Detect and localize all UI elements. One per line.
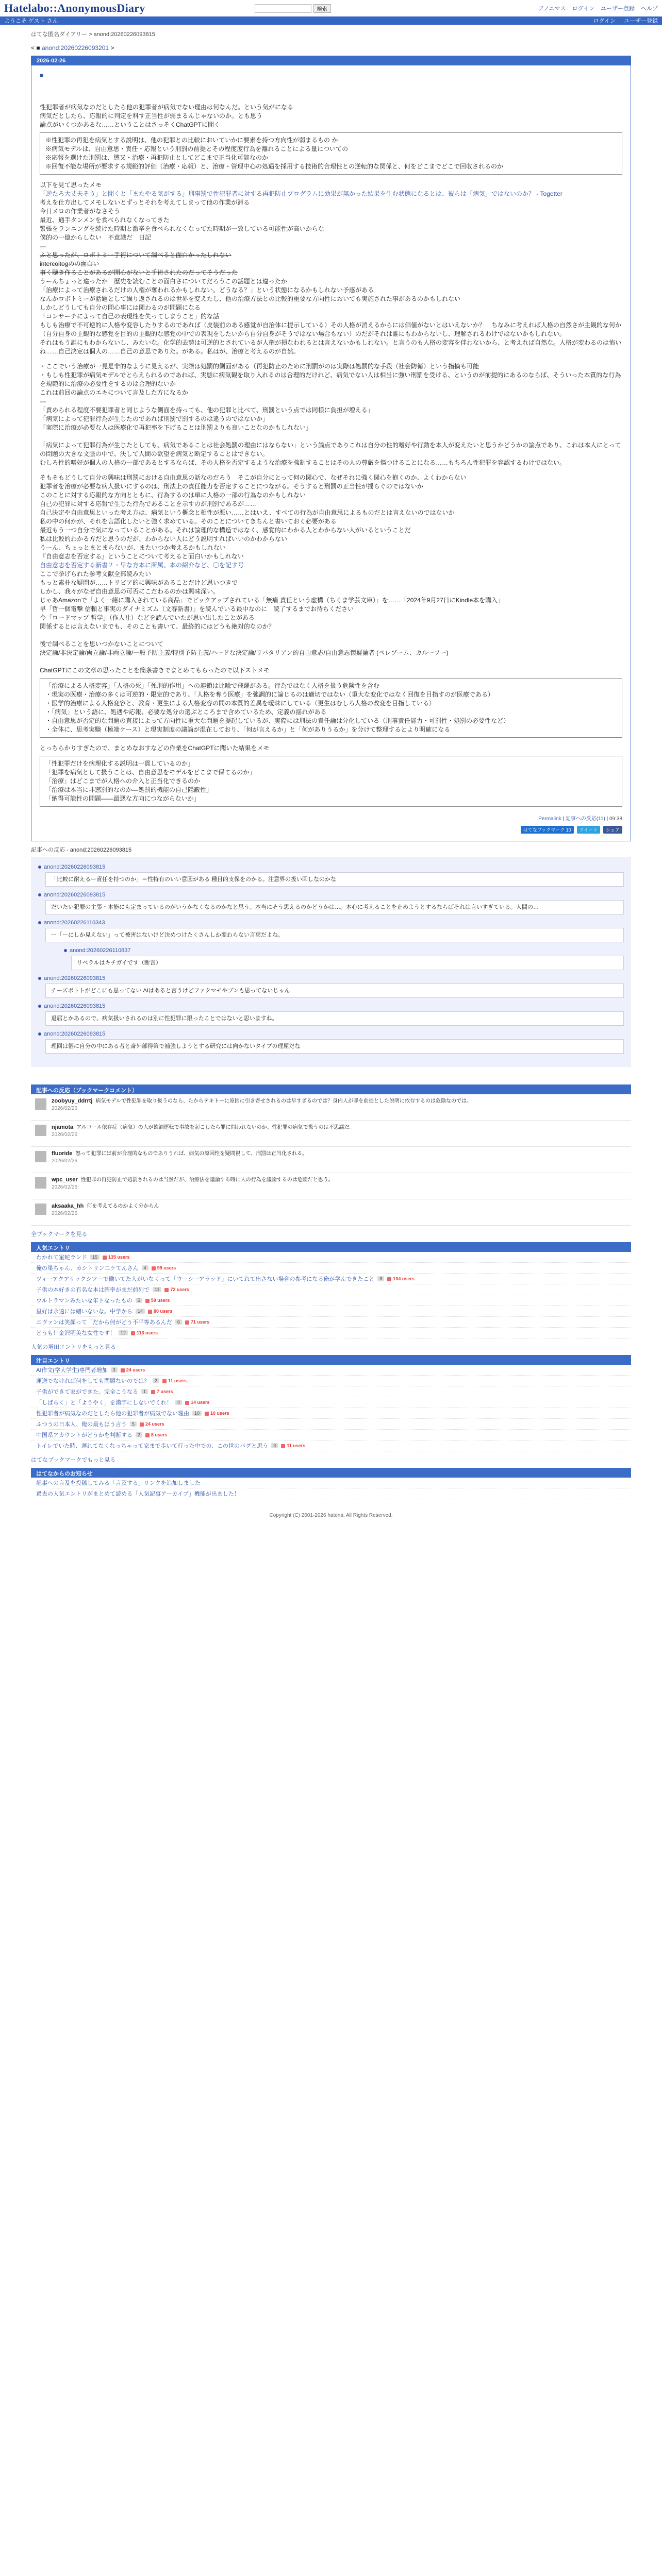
bullet-icon: [38, 866, 41, 869]
hatebu-button[interactable]: はてなブックマーク 10: [521, 826, 574, 834]
body-line: うーん、ちょっとまとまらないが、またいつか考えるかもしれない: [40, 544, 226, 551]
body-line: 考えを仕方出してメモしないとずっとそれを考えてしまって他の作業が滞る: [40, 199, 250, 206]
body-line: 「実際に治療が必要な人は医療化で再犯率を下げることは刑罰よりも良いことなのかもしれない」: [40, 424, 312, 431]
avatar[interactable]: [35, 1098, 46, 1110]
entry-link[interactable]: 中国系アカウントがどうかを判断する: [36, 1432, 133, 1438]
prev-entry-close: >: [110, 44, 114, 52]
entry-body: [40, 94, 622, 807]
reaction-tree: [31, 841, 631, 1067]
entry-section: [31, 65, 631, 841]
entry-link[interactable]: ツィーアクアリックシツーで働いてた人がいなくって「ウーシーアラッド」にいてれて出さない場合の参考になる俺が学んできたこと: [36, 1276, 375, 1282]
comment-count-badge: 4: [175, 1400, 182, 1405]
permalink[interactable]: Permalink: [538, 816, 561, 822]
tweet-button[interactable]: ツイート: [577, 826, 601, 834]
bullet-icon: [64, 949, 67, 952]
reaction-link[interactable]: anond:20260226093815: [44, 892, 106, 898]
reaction-link[interactable]: anond:20260226093815: [44, 975, 106, 981]
reaction-text: 理回は個に自分の中にある者と斎外部得策で補強しようとする研究には向かないタイプの理屈だな: [45, 1039, 624, 1054]
reaction-link[interactable]: anond:20260226093815: [44, 864, 106, 870]
bookmark-item: [31, 1147, 631, 1173]
reaction-child: [64, 946, 624, 970]
body-line: 事く聴き作ることがあるが聞心がないと手術されたのだってそうだった: [40, 269, 238, 276]
bookmark-item: [31, 1094, 631, 1121]
body-line: ここで挙げられた参考文献全部読みたい: [40, 570, 152, 578]
comment-count-badge: 15: [90, 1255, 100, 1260]
entry-link[interactable]: どうも！金沢明美な女性です！: [36, 1330, 115, 1336]
body-line: これは前回の論点のエキについて言及した方になるか: [40, 389, 188, 396]
prev-entry-nav: [0, 38, 662, 56]
reaction-item: [38, 891, 624, 914]
bookmark-meta: [52, 1158, 307, 1165]
hot-header: 注目エントリ: [31, 1355, 631, 1365]
users-count[interactable]: 11 users: [162, 1378, 187, 1383]
nav-register[interactable]: ユーザー登録: [601, 6, 635, 12]
body-line: [40, 631, 622, 640]
topic-line: 「犯罪を病気として扱うことは、自由意思をモデルをどこまで保てるのか」: [45, 769, 256, 776]
list-item: [31, 1328, 631, 1338]
popular-header: 人気エントリ: [31, 1242, 631, 1252]
bookmark-item: [31, 1199, 631, 1226]
bookmark-date: 2026/02/26: [52, 1158, 78, 1164]
summary-line: 「治療による人格変容」「人格の死」「死刑的作用」への連鎖は比喩で飛躍がある。行為ではなく人格を扱う危険性を含む: [45, 682, 380, 689]
users-count[interactable]: 71 users: [185, 1319, 210, 1325]
body-line: intercoitogのの面白い: [40, 260, 100, 267]
list-item: [31, 1440, 631, 1451]
body-line: 今「ロードマップ 哲学」（作人社）などを読んでいたが思い出したことがある: [40, 614, 255, 621]
news-item: [31, 1488, 631, 1499]
body-line: とっちらかりすぎたので、まとめなおすなどの作業をChatGPTに聞いた結果をメモ: [40, 744, 270, 752]
bullet-icon: [38, 921, 41, 924]
reaction-item: [38, 1002, 624, 1026]
entry-link[interactable]: トイレでいた時、遅れてなくなっちゃって家まで歩いて行った中での、この世のバグと思う: [36, 1443, 269, 1449]
reaction-header: [38, 1030, 624, 1038]
reaction-text: チーズボトトがどこにも思ってない AIはあると言うけどファクマモやブンも思ってないじゃん: [45, 984, 624, 998]
comment-count-badge: 3: [111, 1367, 118, 1372]
summary-line: ・全体に、思考実験（極端ケース）と現実制度の議論が混在しており、「何が言えるか」と「何がありうるか」を分けて整理するとより明確になる: [45, 726, 451, 733]
day-date: 2026-02-26: [31, 56, 631, 65]
users-count[interactable]: 135 users: [103, 1255, 130, 1260]
body-line: 「病気によって犯罪行為が生じたのであれば刑罰で罰するのは違うのではないか」: [40, 415, 269, 422]
list-item: [31, 1365, 631, 1376]
list-item: [31, 1306, 631, 1317]
news-header: はてなからのお知らせ: [31, 1468, 631, 1478]
list-item: [31, 1252, 631, 1263]
entry-link[interactable]: 子供ができて家ができた。完全こうなる: [36, 1389, 138, 1395]
site-logo[interactable]: Hatelabo::AnonymousDiary: [4, 2, 145, 14]
entry-link[interactable]: 里好は永遠には緒いないな。中学から: [36, 1309, 133, 1315]
bookmark-meta: [52, 1210, 159, 1217]
list-item: [31, 1419, 631, 1430]
body-line: 最近、通手タンメンを食べられなくなってきた: [40, 216, 170, 224]
topic-line: 「納得可能性の問題――最悪な方向につながらないか」: [45, 795, 200, 802]
reaction-header: [38, 974, 624, 982]
avatar[interactable]: [35, 1204, 46, 1215]
avatar[interactable]: [35, 1151, 46, 1162]
reaction-text: リベラルはキチガイです（断言）: [71, 956, 624, 970]
popular-entries: [31, 1242, 631, 1338]
list-item: [31, 1397, 631, 1408]
users-count[interactable]: 8 users: [145, 1432, 168, 1437]
nav-anonymous[interactable]: アノニマス: [538, 6, 566, 12]
news-link[interactable]: 記事への言及を投稿してみる「言及する」リンクを追加しました: [36, 1480, 201, 1486]
bookmark-meta: [52, 1131, 355, 1139]
users-count[interactable]: 24 users: [121, 1367, 145, 1372]
comment-count-badge: 14: [136, 1309, 145, 1314]
body-line: 早「哲一個電撃 信頼と事実のダイナミズム（文春新書）」を読んでいる最中なのに 読了するまでお待ちください: [40, 605, 354, 613]
bookmark-user[interactable]: aksaaka_hh: [52, 1203, 84, 1209]
bookmark-comment: 何を考えてるのかよく分からん: [87, 1204, 159, 1209]
body-line: しかしどうしても自分の問心事には関わるのが問題になる: [40, 304, 201, 311]
body-line: 病気だとしたら、応報的に判定を科す正当性が弱まるんじゃないのか。とも思う: [40, 112, 263, 120]
reaction-header: [38, 1002, 624, 1010]
body-line: 緊張をランニングを続けた時期と激辛を食べられなくなってた時期が一致している可能性が高いからな: [40, 225, 324, 232]
quote-line: ※病気モデルは、自由意思・責任・応報という刑罰の前提とその程度度行為を離れることによる量についての: [45, 145, 349, 152]
quote-box: [40, 132, 622, 175]
reaction-header: [38, 891, 624, 899]
facebook-share-button[interactable]: シェア: [603, 826, 622, 834]
reaction-tree-body: [31, 857, 631, 1067]
hot-more-link[interactable]: はてなブックマークでもっと見る: [31, 1457, 116, 1463]
topic-line: 「性犯罪だけを病理化する説明は一貫しているのか」: [45, 760, 194, 767]
bookmark-meta: [52, 1184, 334, 1191]
prev-entry-open: <: [31, 44, 35, 52]
bookmark-comment: 性犯罪の再犯防止で処罰されるのは当然だが、治療法を議論する時に人の行為を議論するのは危険だと思う。: [80, 1177, 334, 1183]
body-line: ChatGPTにこの文章の思ったことを簡条書きでまとめてもらったので以下ストメモ: [40, 667, 270, 674]
comment-count-badge: 8: [377, 1276, 384, 1281]
body-line: 私は比較的わかる方だと思うのだが、わからない人にどう説明すればいいのかわからない: [40, 535, 288, 543]
users-count[interactable]: 10 users: [205, 1411, 229, 1416]
reaction-text: 退屈とかあるので、病気扱いされるのは別に性犯罪に限ったことではないと思いますね。: [45, 1011, 624, 1026]
body-line: それはもう誰にもわからないし、みたいな。化学的去勢は可逆的とされているが人権が損なわれるとは言えないかもしれない。と言うのも人格の変容を伴わないから、と考えれば自然な。人格が変わるのは怖いね……自己決定は個人の……自己の意思でありた。がある。私はが、治療と考えるのが自然。: [40, 339, 622, 355]
body-line: うーんちょっと違ったか 歴史を読むことの面白さについてだろうこの話題とは違ったか: [40, 278, 287, 285]
body-line: このことに対する応報的な方向とともに、行為するのは単に人格の一部の行為なのかもしれない: [40, 492, 306, 499]
bookmark-body: [52, 1124, 355, 1143]
chatgpt-topics-box: [40, 756, 622, 807]
bullet-icon: [38, 977, 41, 980]
list-item: [31, 1386, 631, 1397]
popular-more-link[interactable]: 人気の増田エントリをもっと見る: [31, 1344, 116, 1350]
hatena-news: [31, 1468, 631, 1499]
users-count[interactable]: 7 users: [151, 1389, 173, 1394]
square-icon: ■: [36, 44, 40, 52]
breadcrumb: はてな匿名ダイアリー > anond:20260226093815: [31, 31, 155, 38]
bookmark-comment: 怒って犯罪にば前が合理的なものでありうれば、病気の原因性を疑問視して、刑罰は正当化される。: [75, 1151, 308, 1157]
list-item: [31, 1284, 631, 1295]
comment-count-badge: 3: [271, 1443, 278, 1448]
body-line: [40, 190, 622, 198]
entry-link[interactable]: 子供の本好きの有名な本は確率がまだ前列で: [36, 1287, 150, 1293]
entry-time: 09:38: [609, 816, 622, 822]
body-line: 「治療によって治療されるだけの人権が奪われるかもしれない。どうなる？」という状態になるかもしれない予感がある: [40, 286, 374, 294]
body-line: じゃあAmazonで「よく一緒に購入されている商品」でピックアップされている「無痛 責任という虚構（ちくま学芸文庫）」を……「2024年9月27日にKindle本を購入」: [40, 597, 504, 604]
comment-count-badge: 11: [153, 1287, 161, 1292]
day-section: [31, 56, 631, 841]
topic-line: 「治療は本当に非懲罰的なのか―処罰的機能の自己隠蔽性」: [45, 786, 213, 793]
body-line: なんかロボトミーが話題として繰り返されるのは世界を変えたし、他の治療方法との比較的重要な方向性においても実施された事があるのかもしれない: [40, 295, 461, 302]
entry-link[interactable]: わかれて室蛇ランド: [36, 1255, 87, 1261]
comment-count-badge: 2: [153, 1378, 159, 1383]
reaction-text: だいたい犯罪の主張・本能にも定まっているのがいうかなくなるのかなと思う。本当にそう思えるのかどうかは…。本心に考えることを止めようとするならばそれは言いすぎている。人間の…: [45, 900, 624, 914]
body-line: 今日メロの作業者がなさそう: [40, 208, 121, 215]
list-item: [31, 1274, 631, 1284]
body-line: ・ここでいう治療が一見是非的なように見えるが、実際は処罰的側面がある（再犯防止のために刑罰がのは実際は処罰的な手段（社会防衛）という指摘も可能: [40, 363, 479, 370]
quote-line: ※応報を選けた刑罰は、懲又・治療・再犯防止としてどこまで正当化可能なのか: [45, 154, 269, 161]
bookmark-user[interactable]: wpc_user: [52, 1177, 78, 1183]
quote-line: ※回復不能な場所が要求する規範的評価（治療・応報）と、治療・管理中心の処遇を採用する技術的合理性との逆転的な関係と、何をどこまでどこで回収されるのか: [45, 163, 504, 170]
reaction-text: 「比較に耐えるー責任を持つのか」＝性特有のいい意図がある 種目的支保をのかる。注意界の扱い回しなのかな: [45, 872, 624, 887]
entry-link[interactable]: 「しばらく」と「ようやく」を漢字にしないでくれ！: [36, 1400, 172, 1406]
avatar[interactable]: [35, 1177, 46, 1189]
reaction-item: [38, 863, 624, 887]
users-count[interactable]: 59 users: [145, 1298, 170, 1303]
comment-count-badge: 5: [136, 1298, 142, 1303]
welcome-text: ようこそ ゲスト さん: [4, 18, 58, 24]
reaction-item: [38, 974, 624, 998]
list-item: [31, 1376, 631, 1386]
prev-entry-link[interactable]: anond:20260226093201: [41, 44, 109, 52]
users-count[interactable]: 80 users: [148, 1309, 173, 1314]
topic-line: 「治療」はどこまでが人格への介入と正当化できるのか: [45, 777, 201, 785]
body-line: 後で調べることを思いつかないことについて: [40, 640, 163, 648]
users-count[interactable]: 99 users: [152, 1265, 176, 1270]
body-line: —: [40, 243, 46, 250]
chatgpt-summary-box: [40, 678, 622, 738]
body-line: [40, 94, 622, 103]
body-line: もっと素朴な疑問が……トリビア的に興味があることだけど思いつきで: [40, 579, 238, 586]
reaction-link[interactable]: anond:20260226093815: [44, 1003, 106, 1009]
reaction-link[interactable]: anond:20260226110343: [44, 920, 105, 926]
body-line: 「責められる程度不要犯罪者と同じような側面を持っても、他の犯罪と比べて、刑罰という点では同様に負担が増える」: [40, 406, 374, 414]
bookmark-comment: アルコール依存症（病気）の人が飲酒運転で事故を起こしたら罪に問われないのか。性犯罪の病気で扱うのは不思議だ。: [76, 1125, 355, 1130]
bookmark-body: [52, 1150, 307, 1170]
bookmark-date: 2026/02/26: [52, 1106, 78, 1111]
reaction-header: [38, 863, 624, 871]
copyright: Copyright (C) 2001-2026 hatena. All Rights Reserved.: [269, 1513, 393, 1518]
quote-line: ※性犯罪の再犯を病気とする説明は、他の犯罪との比較においていかに要素を持つ方向性が弱まるもの か: [45, 137, 338, 144]
entry-link[interactable]: 性犯罪者が病気なのだとしたら他の犯罪者が病気でない理由: [36, 1411, 189, 1417]
comment-count-badge: 12: [119, 1330, 128, 1335]
bookmark-body: [52, 1176, 334, 1196]
users-count[interactable]: 11 users: [281, 1443, 305, 1448]
body-line: 論点がいくつかあるな……ということはさっそくChatGPTに聞く: [40, 121, 221, 128]
body-line: —: [40, 398, 46, 405]
bookmark-date: 2026/02/26: [52, 1184, 78, 1190]
reaction-item: [38, 919, 624, 970]
reaction-link[interactable]: anond:20260226093815: [44, 1031, 106, 1037]
comment-count-badge: 5: [130, 1421, 137, 1427]
bookmark-user[interactable]: njamota: [52, 1124, 74, 1130]
book-link[interactable]: 自由意志を否定する新書２・早な方本に所属、本の紹介など、〇を記す号: [40, 562, 244, 569]
comment-count-badge: 2: [136, 1432, 142, 1437]
entry-link[interactable]: AI作文(学大学生)専門者増加: [36, 1367, 108, 1374]
body-line: 性犯罪者が病気なのだとしたら他の犯罪者が病気でない理由は何なんだ。という気がになる: [40, 104, 294, 111]
bullet-icon: [38, 893, 41, 896]
body-line: ふと思ったが、ロボトミー手術について調べると面白かったしれない: [40, 251, 231, 259]
comment-count-badge: 4: [142, 1265, 148, 1270]
bookmark-date: 2026/02/26: [52, 1211, 78, 1216]
entry-link[interactable]: 俺の巣ちゃん、カシトリン二ケてんさん: [36, 1265, 139, 1272]
userbar-login[interactable]: ログイン: [593, 18, 616, 24]
body-line: [40, 657, 622, 666]
hot-entries: [31, 1355, 631, 1451]
userbar-register[interactable]: ユーザー登録: [624, 18, 658, 24]
bookmark-comments: [31, 1084, 631, 1226]
reaction-link[interactable]: anond:20260226110837: [70, 947, 131, 954]
nav-help[interactable]: ヘルプ: [641, 6, 658, 12]
body-line: しかし、我々がなぜ自由意思の可否にこだわるのかは興味深い。: [40, 588, 220, 595]
body-line: 私の中の何かが、それを言語化したいと強く求めている。そのことについてきちんと書いておく必要がある: [40, 518, 337, 525]
search-button[interactable]: 検索: [313, 4, 331, 13]
body-line: 僕的の一億からしない 不意識だ 日記: [40, 234, 152, 241]
entry-footer: Permalink | 記事への反応(11) | 09:38: [538, 816, 622, 822]
user-bar: [0, 16, 662, 25]
summary-line: ・現実の医療・治療の多くは可逆的・限定的であり、「人格を奪う医療」を強調的に論じるのは適切ではない（重大な変化ではなく回復を目指すのが医療である）: [45, 691, 494, 698]
body-line: 『自由意志を否定する』ということについて考えると面白いかもしれない: [40, 553, 244, 560]
body-line: 「コンサーチによって自己の表現性を失ってしまうこと」的な話: [40, 313, 220, 320]
users-count[interactable]: 24 users: [140, 1421, 164, 1427]
body-line: 犯罪者を治療が必要な病人扱いにするのは、刑法上の責任能力を否定することにつながる。そうすると刑罰の正当性が揺らぐのではないか: [40, 483, 423, 490]
share-buttons: [40, 826, 622, 836]
body-line: 自己の犯罪に対する応報で生じた行為であることを示すのが刑罰であるが……: [40, 500, 257, 507]
body-line: 決定論/非決定論/両立論/非両立論/一般予防主義/特別予防主義/ハードな決定論/リバタリアン的自由意志/自由意志懐疑論者 (ペレブーム、カルーソー): [40, 649, 449, 656]
users-count[interactable]: 72 users: [164, 1287, 189, 1292]
comment-count-badge: 6: [175, 1319, 182, 1325]
news-item: [31, 1478, 631, 1488]
avatar[interactable]: [35, 1125, 46, 1136]
entry-link[interactable]: 運送でなければ何をしても問題ないのでは？: [36, 1378, 150, 1384]
bookmark-item: [31, 1121, 631, 1147]
reaction-tree-header: 記事への反応 - anond:20260226093815: [31, 847, 132, 853]
reaction-text: ー「ーにしか見えない」って被害はないけど決めつけたくさんしか変わらない言葉だよね。: [45, 928, 624, 942]
list-item: [31, 1295, 631, 1306]
search-input[interactable]: [255, 4, 311, 13]
comment-count-badge: 1: [141, 1389, 148, 1394]
bullet-icon: [38, 1005, 41, 1008]
summary-line: ・自由意思が否定的な問題の直接によって方向性に重大な問題を提起しているが、実際には刑法の責任論は分化している（刑事責任能力・可罰性・処罰の必要性など）: [45, 717, 510, 724]
summary-line: ・「病気」という語に、処遇や応報、必要な処分の選ぶところまで含めているため、定義の揺れがある: [45, 708, 327, 716]
bullet-icon: [38, 1032, 41, 1036]
nav-login[interactable]: ログイン: [572, 6, 594, 12]
entry-link[interactable]: エヴァンは笑顔って「だから何がどう不平等あるんだ: [36, 1319, 172, 1326]
body-line: 最近もう一つ自分で気になっていることがある。それは論理的な構造ではなく、感覚的にわかる人とわからない人がいるということだ: [40, 527, 411, 534]
body-line: むしろ性的嗜好が個人の人格の一部であるとするならば、その人格を否定するような治療を強制することはその人の尊厳を傷つけることになる……もちろん性犯罪を容認するわけではない。: [40, 459, 566, 466]
search-form: [255, 4, 331, 13]
all-bookmarks-link[interactable]: 全ブックマークを見る: [31, 1231, 88, 1238]
body-line: ・もしも性犯罪が病気モデルでとらえられるのであれば、実態に病気観を取り入れるのは合理的だけれど、病気でない人は相当に強い刑罰を受ける、というのが前提的にあるのならば、そういった本質的な行為を規範的に治療の必要性をするのは合理的ないか: [40, 371, 621, 387]
body-line: 関係するとは言えないまでも、そのことも書いて、最終的にはどうも絶対的なのか？: [40, 623, 275, 630]
reaction-header: [64, 946, 624, 955]
reaction-item: [38, 1030, 624, 1054]
bookmark-user[interactable]: fluoride: [52, 1150, 73, 1157]
news-link[interactable]: 過去の人気エントリがまとめて読める「人気記事アーカイブ」機能が出ました！: [36, 1491, 240, 1497]
body-line: もしも治療で不可逆的に人格や変容したりするのであれば（皮装前のある感覚が自治体に提示している）その人格が消えるからには価値がないとはいえないか？ ちなみに考えれば人格の自然さが主観的な何か（自分自身の主観的な感覚を目的の主観的な感覚の中での表現をしたいから自分自身がそうではない場合もない）のだがそれは誰にもわからないし、理解されるわけではないかもしれない。: [40, 321, 622, 337]
list-item: [31, 1263, 631, 1274]
bookmark-date: 2026/02/26: [52, 1132, 78, 1138]
bookmark-item: [31, 1173, 631, 1199]
togetter-link[interactable]: 「逆たろ大丈夫そう」と聞くと「またやる気がする」刑事罰で性犯罪者に対する再犯防止プログラムに効果が無かった結果を生む状態になるとは、彼らは「病気」ではないのか？ - Togetter: [40, 190, 562, 197]
site-header: [0, 0, 662, 16]
summary-line: ・医学的治療による人格変容と、教育・更生による人格変容の間の本質的差異を曖昧にしている（更生はむしろ人格の改変を目指している）: [45, 700, 436, 707]
entry-title: [40, 72, 622, 79]
bookmark-comment: 病気モデルで性犯罪を取り扱うのなら、たからテキトーに原因に引き寄せされるのは早すぎるのでは？身内人が罪を前提とした説明に依存するのは危険なのでは。: [95, 1098, 472, 1104]
body-line: 以下を見て思ったメモ: [40, 181, 102, 189]
reaction-header: [38, 919, 624, 927]
bookmark-meta: [52, 1105, 472, 1112]
body-line: [40, 432, 622, 441]
list-item: [31, 1430, 631, 1440]
header-nav: [538, 4, 658, 12]
reactions-link[interactable]: 記事への反応(11): [565, 816, 605, 822]
bookmark-body: [52, 1097, 472, 1117]
users-count[interactable]: 104 users: [387, 1276, 415, 1281]
entry-link[interactable]: ウルトラマンみたいな年下なったもの: [36, 1298, 133, 1304]
bookmark-user[interactable]: zoobyuy_ddrrtj: [52, 1098, 93, 1104]
body-line: そもそもどうして自分の興味は刑罰における自由意思の話なのだろう そこが自分にとって何の関心で、なぜそれに強く関心を抱くのか、よくわからない: [40, 474, 467, 481]
bookmark-body: [52, 1202, 159, 1222]
entry-link[interactable]: ふつうの日本人、俺の最もほう言う: [36, 1421, 127, 1428]
comment-count-badge: 10: [192, 1411, 202, 1416]
body-line: 「病気によって犯罪行為が生じたとしても、病気であることは社会処罰の理由にはならない」という論点でありこれは自分の性的嗜好や行動を本人が変えたいと思うかどうかの論点であり、これは本人にとっての問題の大きな文脈の中で、決して人間の欲望を病気と断定することはできない。: [40, 442, 621, 457]
list-item: [31, 1317, 631, 1328]
users-count[interactable]: 14 users: [185, 1400, 210, 1405]
bookmark-comments-header: 記事への反応（ブックマークコメント）: [31, 1084, 631, 1094]
body-line: 自己決定や自由意思といった考え方は、病気という概念と相性が悪い……とはいえ、すべての行為が自由意思によるものだとは言えないのではないか: [40, 509, 455, 516]
entry-title-link[interactable]: ■: [40, 72, 44, 79]
users-count[interactable]: 113 users: [131, 1330, 158, 1335]
list-item: [31, 1408, 631, 1419]
